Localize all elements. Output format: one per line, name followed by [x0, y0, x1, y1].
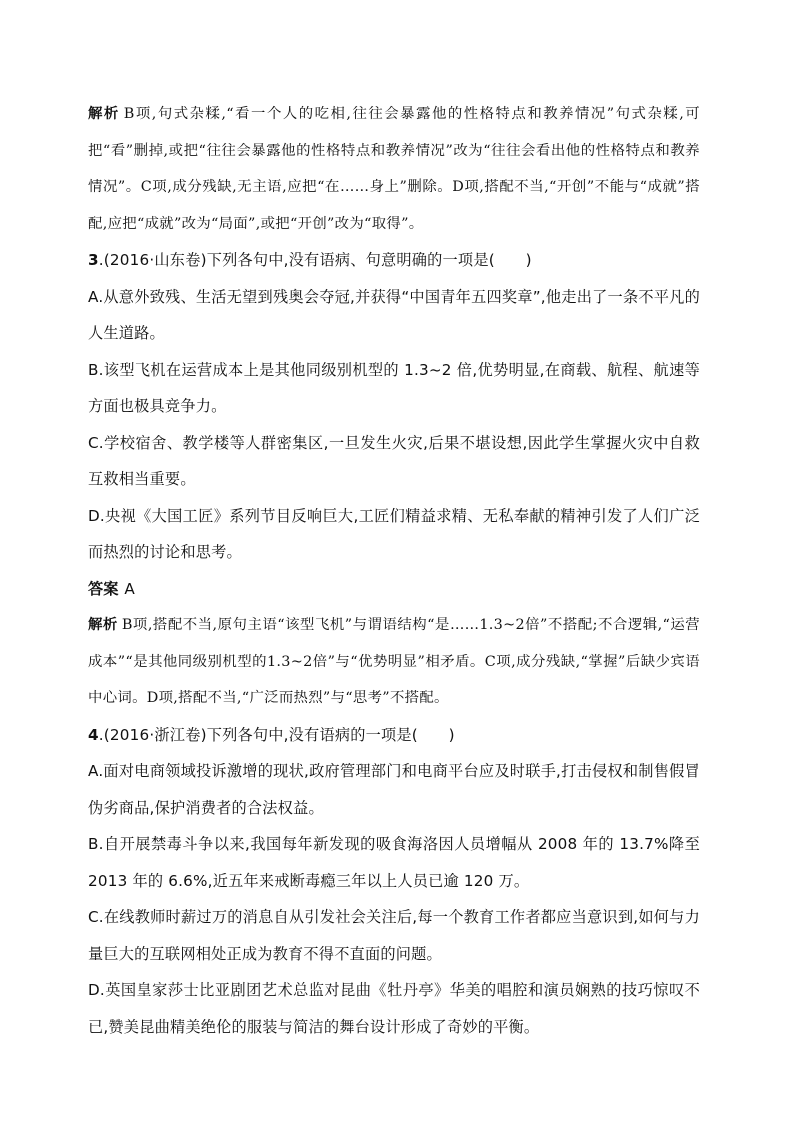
- question-number: 3: [88, 251, 99, 269]
- question-stem-text: .(2016·山东卷)下列各句中,没有语病、句意明确的一项是( ): [98, 251, 532, 269]
- option-c: C.学校宿舍、教学楼等人群密集区,一旦发生火灾,后果不堪设想,因此学生掌握火灾中自救互救相当重要。: [88, 433, 700, 488]
- question-4-stem: [88, 717, 700, 754]
- option-c: C.在线教师时薪过万的消息自从引发社会关注后,每一个教育工作者都应当意识到,如何与力量巨大的互联网相处正成为教育不得不直面的问题。: [88, 908, 700, 963]
- question-number: 4: [88, 725, 99, 744]
- question-stem-text: .(2016·浙江卷)下列各句中,没有语病的一项是( ): [98, 725, 455, 744]
- option-b: B.该型飞机在运营成本上是其他同级别机型的 1.3~2 倍,优势明显,在商载、航程、航速等方面也极具竞争力。: [88, 360, 700, 415]
- option-b: B.自开展禁毒斗争以来,我国每年新发现的吸食海洛因人员增幅从 2008 年的 13.7%降至 2013 年的 6.6%,近五年来戒断毒瘾三年以上人员已逾 120 万。: [88, 835, 700, 890]
- explanation-text: B项,句式杂糅,“看一个人的吃相,往往会暴露他的性格特点和教养情况”句式杂糅,可把“看”删掉,或把“往往会暴露他的性格特点和教养情况”改为“往往会看出他的性格特点和教养情况”。C项,成分残缺,无主语,应把“在……身上”删除。D项,搭配不当,“开创”不能与“成就”搭配,应把“成就”改为“局面”,或把“开创”改为“取得”。: [88, 106, 700, 232]
- answer-value: A: [124, 579, 135, 598]
- explanation-label: 解析: [88, 617, 118, 633]
- explanation-q3: [88, 607, 700, 717]
- explanation-q2: [88, 96, 700, 242]
- option-d: D.英国皇家莎士比亚剧团艺术总监对昆曲《牡丹亭》华美的唱腔和演员娴熟的技巧惊叹不已,赞美昆曲精美绝伦的服装与简洁的舞台设计形成了奇妙的平衡。: [88, 981, 700, 1036]
- explanation-text: B项,搭配不当,原句主语“该型飞机”与谓语结构“是……1.3~2倍”不搭配;不合逻辑,“运营成本”“是其他同级别机型的1.3~2倍”与“优势明显”相矛盾。C项,成分残缺,“掌握”后缺少宾语中心词。D项,搭配不当,“广泛而热烈”与“思考”不搭配。: [88, 617, 700, 706]
- explanation-label: 解析: [88, 106, 120, 122]
- answer-line: [88, 571, 700, 608]
- option-d: D.央视《大国工匠》系列节目反响巨大,工匠们精益求精、无私奉献的精神引发了人们广泛而热烈的讨论和思考。: [88, 506, 700, 561]
- document-page: [88, 96, 700, 1045]
- answer-label: 答案: [88, 579, 119, 598]
- question-3-stem: [88, 242, 700, 279]
- option-a: A.面对电商领域投诉激增的现状,政府管理部门和电商平台应及时联手,打击侵权和制售假冒伪劣商品,保护消费者的合法权益。: [88, 762, 700, 817]
- option-a: A.从意外致残、生活无望到残奥会夺冠,并获得“中国青年五四奖章”,他走出了一条不平凡的人生道路。: [88, 287, 700, 342]
